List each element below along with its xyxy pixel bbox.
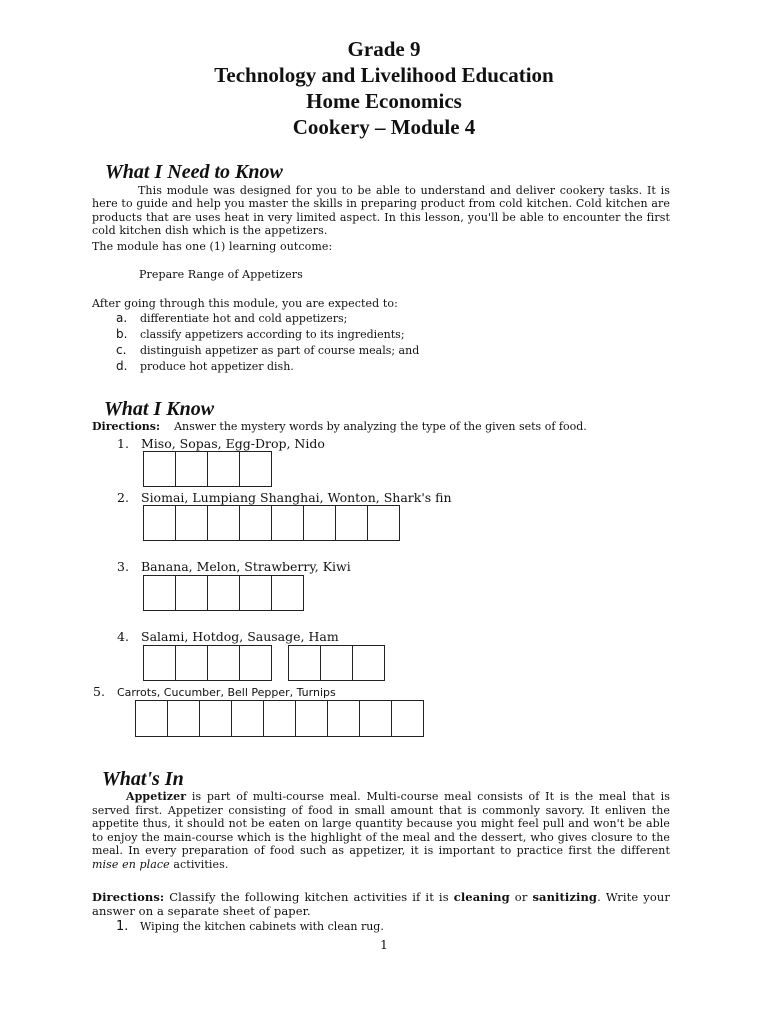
objective-letter: c. (116, 343, 127, 357)
letter-box[interactable] (391, 700, 424, 737)
letter-box[interactable] (175, 451, 208, 487)
letter-box[interactable] (207, 505, 240, 541)
letter-box[interactable] (175, 505, 208, 541)
question-text: Miso, Sopas, Egg-Drop, Nido (141, 436, 325, 451)
question-item (117, 436, 325, 452)
letter-box[interactable] (303, 505, 336, 541)
term-mise-en-place: mise en place (92, 857, 170, 871)
letter-box[interactable] (175, 645, 208, 681)
letter-box[interactable] (327, 700, 360, 737)
answer-boxes (135, 700, 423, 736)
question-text: Salami, Hotdog, Sausage, Ham (141, 629, 339, 644)
activity-text: Wiping the kitchen cabinets with clean rug. (140, 920, 384, 933)
letter-box[interactable] (175, 575, 208, 611)
letter-box[interactable] (207, 575, 240, 611)
question-text: Banana, Melon, Strawberry, Kiwi (141, 559, 351, 574)
paragraph-main: is part of multi-course meal. Multi-course meal consists of It is the meal that is served first. Appetizer consisting of food in small amount that is commonly savory. It enliven the appetite thus, it should not be eaten on large quantity because you might feel pull and won't be able to enjoy the main-course which is the highlight of the meal and the dessert, who gives closure to the meal. In every preparation of food such as appetizer, it is important to practice first the different (92, 790, 670, 858)
letter-box[interactable] (359, 700, 392, 737)
letter-box[interactable] (239, 505, 272, 541)
letter-box[interactable] (143, 505, 176, 541)
letter-box[interactable] (207, 451, 240, 487)
letter-box[interactable] (320, 645, 353, 681)
objective-text: distinguish appetizer as part of course meals; and (140, 344, 420, 357)
directions-label: Directions: (92, 890, 165, 904)
letter-box[interactable] (271, 575, 304, 611)
letter-box[interactable] (231, 700, 264, 737)
objective-letter: d. (116, 359, 128, 373)
letter-box[interactable] (295, 700, 328, 737)
question-item (117, 559, 351, 575)
title-grade: Grade 9 (347, 37, 421, 61)
letter-box[interactable] (367, 505, 400, 541)
objective-text: classify appetizers according to its ingredients; (140, 328, 405, 341)
objective-item (116, 327, 405, 342)
directions-or: or (509, 890, 533, 904)
objective-item (116, 359, 294, 374)
title-module: Cookery – Module 4 (292, 115, 476, 139)
learning-outcome: Prepare Range of Appetizers (139, 268, 303, 281)
heading-need-to-know: What I Need to Know (105, 161, 283, 183)
title-area: Home Economics (306, 89, 462, 113)
letter-box[interactable] (207, 645, 240, 681)
question-number: 4. (117, 629, 129, 644)
objective-letter: b. (116, 327, 128, 341)
activity-number: 1. (116, 919, 129, 934)
answer-boxes-word-1 (143, 645, 271, 681)
directions-text-end: . Write your answer on a separate sheet of paper. (92, 890, 670, 918)
objective-item (116, 311, 347, 326)
letter-box[interactable] (271, 505, 304, 541)
term-cleaning: cleaning (453, 890, 510, 904)
letter-box[interactable] (352, 645, 385, 681)
answer-boxes (143, 451, 271, 487)
letter-box[interactable] (143, 451, 176, 487)
question-item (117, 629, 339, 645)
question-number: 3. (117, 559, 129, 574)
letter-box[interactable] (239, 645, 272, 681)
letter-box[interactable] (288, 645, 321, 681)
answer-boxes (143, 505, 399, 541)
objective-item (116, 343, 419, 358)
question-number: 5. (93, 684, 105, 699)
expected-intro: After going through this module, you are expected to: (92, 297, 398, 310)
letter-box[interactable] (143, 575, 176, 611)
directions-label: Directions: (92, 420, 161, 433)
letter-box[interactable] (135, 700, 168, 737)
question-text: Siomai, Lumpiang Shanghai, Wonton, Shark's fin (141, 490, 452, 505)
question-number: 1. (117, 436, 129, 451)
heading-what-i-know: What I Know (104, 398, 215, 420)
question-item (93, 684, 336, 701)
objective-letter: a. (116, 311, 128, 325)
objective-text: differentiate hot and cold appetizers; (140, 312, 348, 325)
letter-box[interactable] (199, 700, 232, 737)
heading-whats-in: What's In (102, 768, 184, 790)
question-text: Carrots, Cucumber, Bell Pepper, Turnips (117, 686, 336, 699)
directions-text: Classify the following kitchen activities if it is (164, 890, 454, 904)
answer-boxes-word-2 (288, 645, 384, 681)
activity-item (116, 920, 384, 934)
objective-text: produce hot appetizer dish. (140, 360, 294, 373)
letter-box[interactable] (167, 700, 200, 737)
answer-boxes (143, 575, 303, 611)
directions-text: Answer the mystery words by analyzing the type of the given sets of food. (174, 420, 587, 433)
title-block (0, 36, 768, 140)
need-to-know-paragraph: This module was designed for you to be able to understand and deliver cookery tasks. It is here to guide and help you master the skills in preparing product from cold kitchen. Cold kitchen are products that are uses heat in very limited aspect. In this lesson, you'll be able to encounter the first cold kitchen dish which is the appetizers. (92, 184, 670, 238)
paragraph-end: activities. (169, 857, 229, 871)
term-sanitizing: sanitizing (532, 890, 598, 904)
outcome-intro: The module has one (1) learning outcome: (92, 240, 333, 253)
term-appetizer: Appetizer (126, 790, 187, 803)
letter-box[interactable] (239, 451, 272, 487)
letter-box[interactable] (335, 505, 368, 541)
title-subject: Technology and Livelihood Education (214, 63, 554, 87)
letter-box[interactable] (263, 700, 296, 737)
question-item (117, 490, 452, 506)
directions-whats-in (92, 890, 670, 918)
directions-what-i-know (92, 420, 587, 434)
question-number: 2. (117, 490, 129, 505)
letter-box[interactable] (143, 645, 176, 681)
letter-box[interactable] (239, 575, 272, 611)
page-number: 1 (380, 938, 388, 952)
whats-in-paragraph (92, 790, 670, 872)
